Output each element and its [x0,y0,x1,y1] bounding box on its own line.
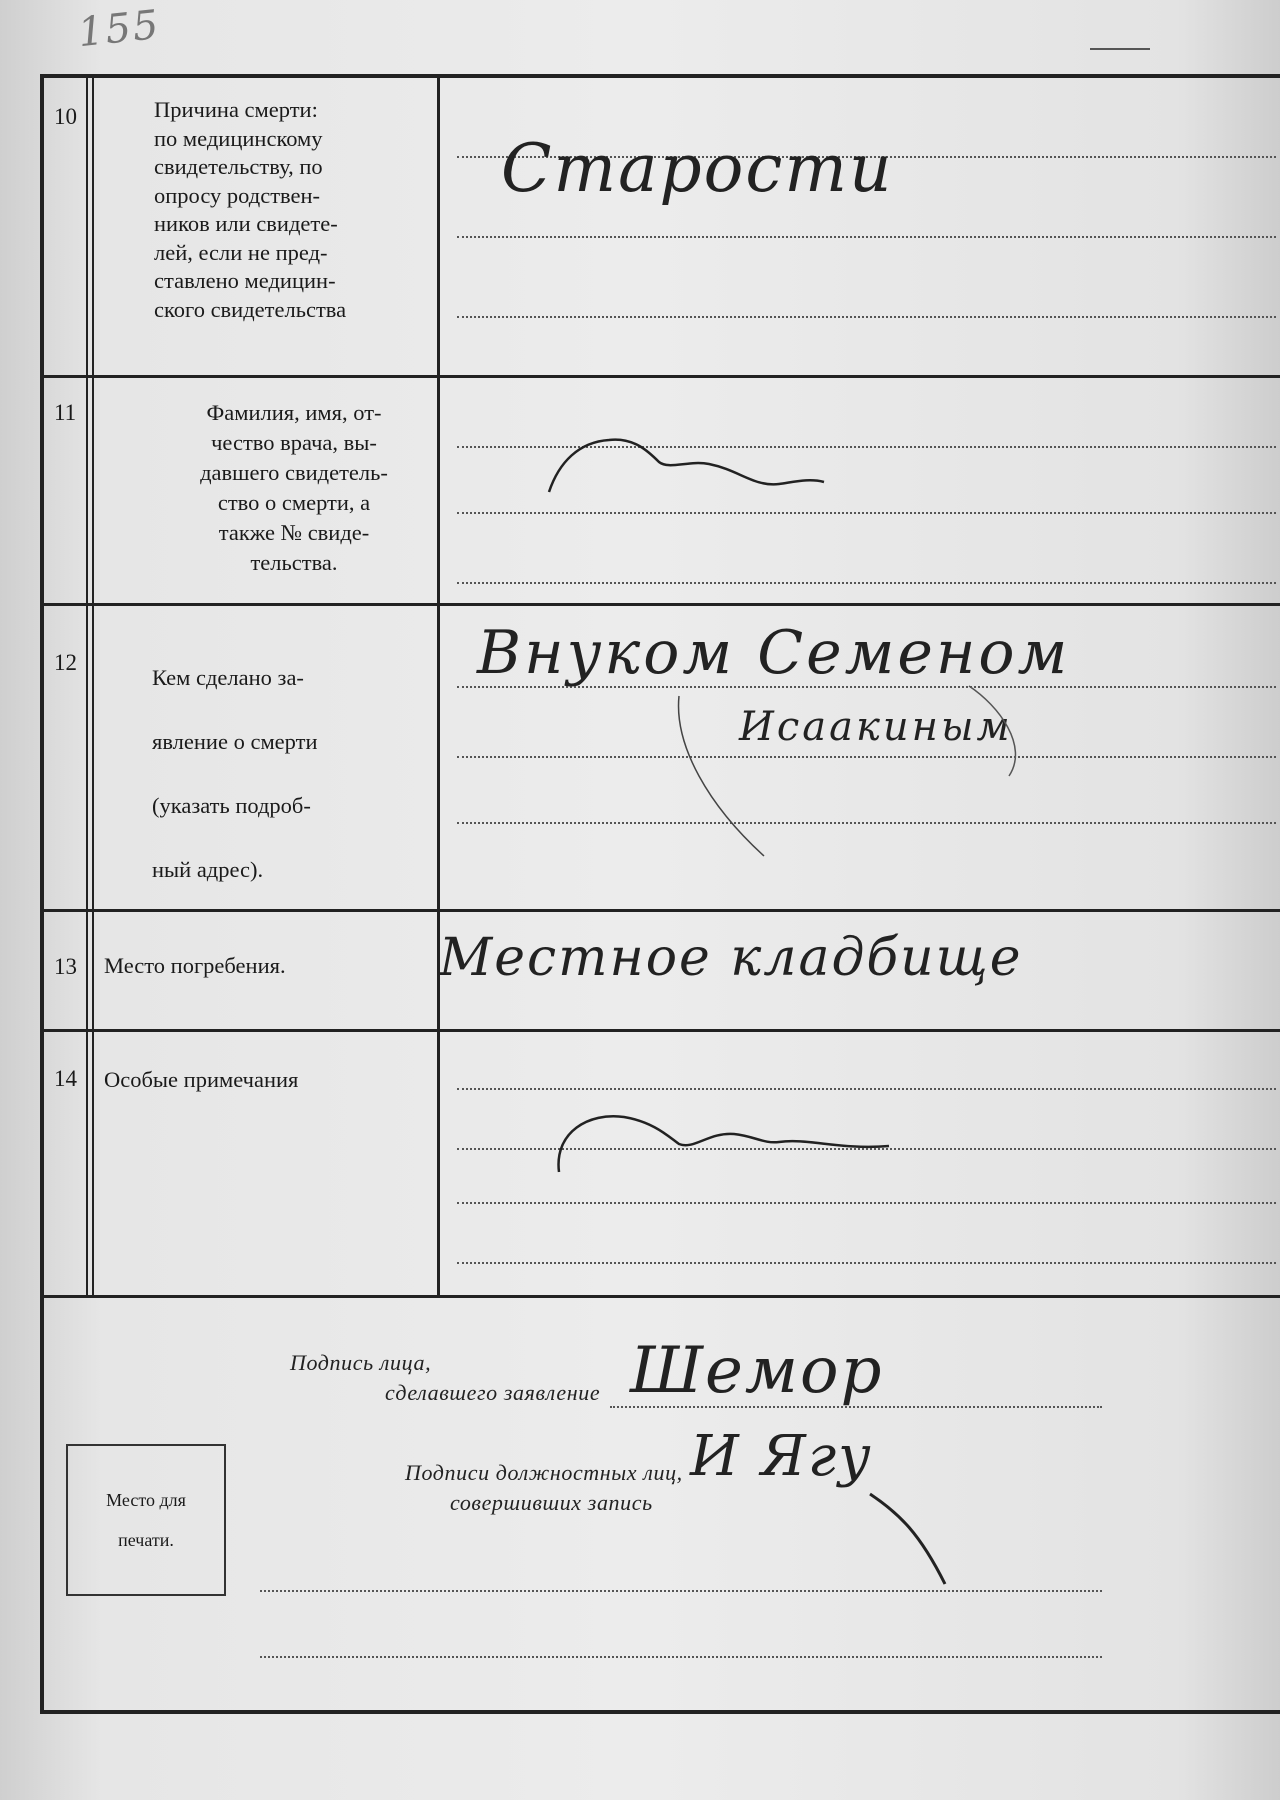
handwritten-applicant-line-2: Исаакиным [739,704,1013,750]
row-number-cell [44,378,94,603]
row-11-doctor-name [44,378,1280,606]
officials-signature-stroke [860,1474,980,1594]
handwritten-burial-place: Местное кладбище [439,928,1023,988]
row-label-cell [94,606,440,909]
row-label: Место погребения. [104,953,286,978]
dotted-line [457,1088,1276,1090]
row-label-cell [94,78,440,375]
row-label: Фамилия, имя, от- чество врача, вы- давшего свидетель- ство о смерти, а также № свиде- тельства. [200,400,388,575]
row-number-cell [44,912,94,1029]
top-rule [1090,48,1150,50]
dotted-line [457,1262,1276,1264]
row-number: 10 [54,104,77,129]
row-number-cell [44,606,94,909]
applicant-signature-label-line-2: сделавшего заявление [385,1380,601,1405]
row-answer-cell [439,78,1280,375]
row-label-cell [94,1032,440,1295]
handwritten-dash-mark [539,422,859,512]
applicant-signature: Шемор [630,1334,884,1408]
handwritten-applicant-line-1: Внуком Семеном [477,618,1071,688]
officials-signature: И Ягу [690,1424,873,1489]
officials-signature-label-line-2: совершивших запись [450,1490,653,1515]
handwritten-bracket-mark [669,666,1029,866]
stamp-placeholder-box: Место для печати. [66,1444,226,1596]
dotted-line [457,1202,1276,1204]
signature-dotted-line [260,1590,1102,1592]
row-number-cell [44,78,94,375]
row-label-cell [94,378,440,603]
handwritten-cause: Старости [501,130,894,207]
row-14-special-notes [44,1032,1280,1298]
dotted-line [457,582,1276,584]
row-number: 13 [54,954,77,979]
page-number: 155 [75,1,163,57]
row-answer-cell [439,912,1280,1029]
row-number: 11 [54,400,77,425]
row-number: 12 [54,650,77,675]
dotted-line [457,512,1276,514]
signature-dotted-line [260,1656,1102,1658]
officials-signature-label-line-1: Подписи должностных лиц, [405,1460,683,1485]
row-12-applicant [44,606,1280,912]
applicant-signature-label-line-1: Подпись лица, [290,1350,432,1375]
row-answer-cell [439,378,1280,603]
row-number: 14 [54,1066,77,1091]
row-label: Особые примечания [104,1067,299,1092]
dotted-line [457,236,1276,238]
row-13-burial-place [44,912,1280,1032]
row-answer-cell [439,606,1280,909]
row-number-cell [44,1032,94,1295]
dotted-line [457,316,1276,318]
row-label: Причина смерти: по медицинскому свидетельству, по опросу родствен- ников или свидете- лей, если не пред- ставлено медицин- ского свидетельства [154,97,347,322]
signature-section [40,1294,1280,1714]
row-10-cause-of-death [44,78,1280,378]
row-label-cell [94,912,440,1029]
handwritten-dash-mark [549,1092,909,1182]
row-answer-cell [439,1032,1280,1295]
row-label: Кем сделано за- явление о смерти (указать подроб- ный адрес). [152,665,318,882]
